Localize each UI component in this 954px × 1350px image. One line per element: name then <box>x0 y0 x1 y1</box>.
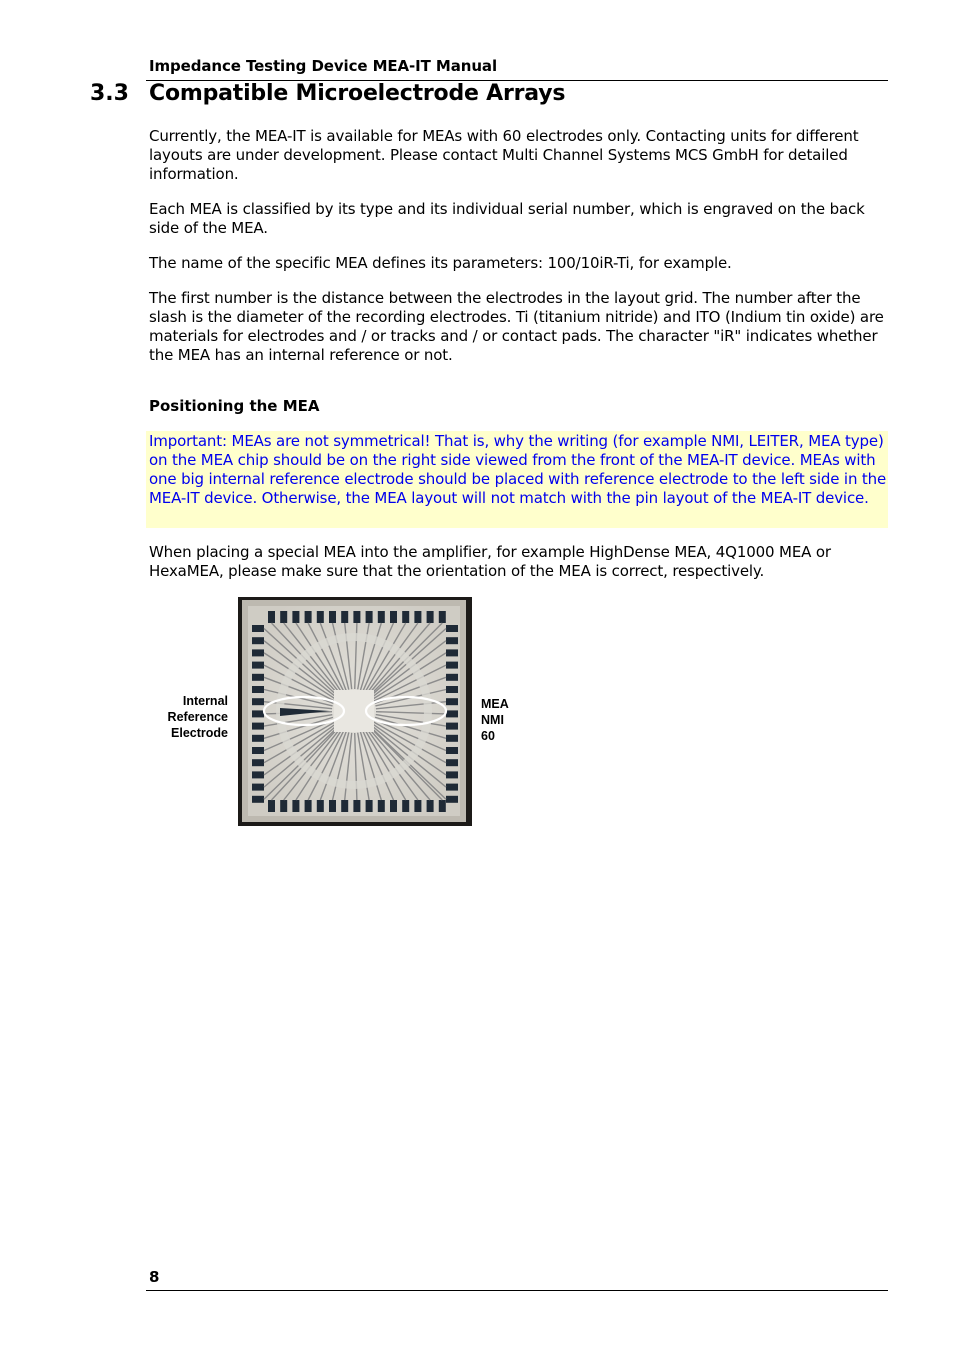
label-line: Electrode <box>171 726 228 740</box>
contact-pad <box>427 800 434 812</box>
contact-pad <box>280 800 287 812</box>
contact-pad <box>268 611 275 623</box>
contact-pad <box>252 649 264 656</box>
contact-pad <box>402 800 409 812</box>
contact-pad <box>446 625 458 632</box>
contact-pad <box>292 611 299 623</box>
paragraph-placement: When placing a special MEA into the amplifier, for example HighDense MEA, 4Q1000 MEA or HexaMEA, please make sure that the orientation of the MEA is correct, respectively. <box>149 543 831 580</box>
important-note-text: Important: MEAs are not symmetrical! That is, why the writing (for example NMI, LEITER, MEA type) on the MEA chip should be on the right side viewed from the front of the MEA-IT device. MEAs with one big internal reference electrode should be placed with reference electrode to the left side in the MEA-IT device. Otherwise, the MEA layout will not match with the pin layout of the MEA-IT device. <box>149 432 887 507</box>
contact-pad <box>252 637 264 644</box>
footer-divider <box>146 1290 888 1291</box>
contact-pad <box>305 611 312 623</box>
contact-pad <box>446 698 458 705</box>
section-number: 3.3 <box>90 81 129 106</box>
contact-pad <box>252 771 264 778</box>
contact-pad <box>446 759 458 766</box>
contact-pad <box>252 796 264 803</box>
contact-pad <box>378 800 385 812</box>
page-number: 8 <box>149 1268 160 1286</box>
important-note-box <box>146 431 888 528</box>
contact-pad <box>439 611 446 623</box>
contact-pad <box>446 723 458 730</box>
paragraph-classification: Each MEA is classified by its type and its individual serial number, which is engraved on the back side of the MEA. <box>149 200 865 237</box>
contact-pad <box>446 649 458 656</box>
contact-pad <box>446 686 458 693</box>
contact-pad <box>390 611 397 623</box>
contact-pad <box>427 611 434 623</box>
contact-pad <box>446 784 458 791</box>
contact-pad <box>378 611 385 623</box>
contact-pad <box>402 611 409 623</box>
contact-pad <box>446 662 458 669</box>
label-line: NMI <box>481 713 504 727</box>
paragraph-availability: Currently, the MEA-IT is available for MEAs with 60 electrodes only. Contacting units for different layouts are under development. Please contact Multi Channel Systems MCS GmbH for detailed information. <box>149 127 859 183</box>
contact-pad <box>252 710 264 717</box>
contact-pad <box>280 611 287 623</box>
contact-pad <box>353 800 360 812</box>
contact-pad <box>446 637 458 644</box>
contact-pad <box>252 674 264 681</box>
contact-pad <box>390 800 397 812</box>
label-line: 60 <box>481 729 495 743</box>
contact-pad <box>252 662 264 669</box>
contact-pad <box>366 611 373 623</box>
contact-pad <box>317 800 324 812</box>
mea-chip-photo <box>238 597 472 826</box>
contact-pad <box>446 710 458 717</box>
paragraph-name: The name of the specific MEA defines its parameters: 100/10iR-Ti, for example. <box>149 254 732 272</box>
contact-pad <box>439 800 446 812</box>
contact-pad <box>252 625 264 632</box>
contact-pad <box>446 735 458 742</box>
contact-pad <box>341 611 348 623</box>
contact-pad <box>252 759 264 766</box>
contact-pad <box>446 796 458 803</box>
contact-pad <box>446 747 458 754</box>
contact-pad <box>353 611 360 623</box>
contact-pad <box>366 800 373 812</box>
contact-pad <box>317 611 324 623</box>
label-line: Internal <box>182 694 228 708</box>
contact-pad <box>268 800 275 812</box>
internal-reference-label <box>150 693 228 741</box>
contact-pad <box>446 771 458 778</box>
contact-pad <box>446 674 458 681</box>
contact-pad <box>305 800 312 812</box>
mea-type-label <box>481 696 509 744</box>
subsection-title: Positioning the MEA <box>149 397 320 415</box>
contact-pad <box>252 698 264 705</box>
contact-pad <box>252 735 264 742</box>
contact-pad <box>329 800 336 812</box>
contact-pad <box>329 611 336 623</box>
section-title: Compatible Microelectrode Arrays <box>149 81 566 106</box>
contact-pad <box>252 747 264 754</box>
contact-pad <box>292 800 299 812</box>
label-line: Reference <box>167 710 228 724</box>
contact-pad <box>252 723 264 730</box>
contact-pad <box>252 686 264 693</box>
label-line: MEA <box>481 697 509 711</box>
contact-pad <box>252 784 264 791</box>
contact-pad <box>414 800 421 812</box>
manual-title: Impedance Testing Device MEA-IT Manual <box>149 57 497 75</box>
contact-pad <box>414 611 421 623</box>
paragraph-parameters: The first number is the distance between the electrodes in the layout grid. The number after the slash is the diameter of the recording electrodes. Ti (titanium nitride) and ITO (Indium tin oxide) are materials for electrodes and / or tracks and / or contact pads. The character "iR" indicates whether the MEA has an internal reference or not. <box>149 289 884 364</box>
contact-pad <box>341 800 348 812</box>
